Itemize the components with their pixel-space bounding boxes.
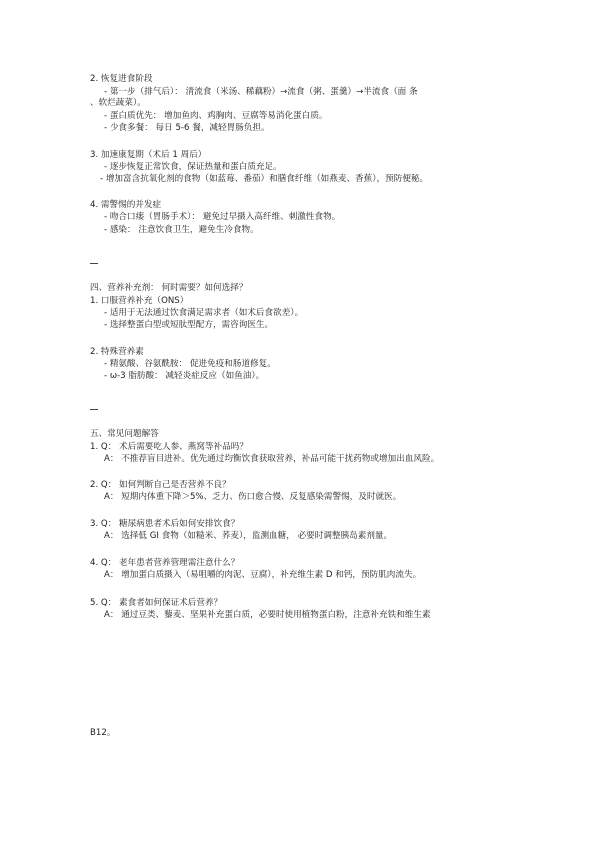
faq-question: 5. Q： 素食者如何保证术后营养？ — [90, 598, 223, 608]
section-divider — [90, 263, 98, 264]
list-item: - 少食多餐： 每日 5-6 餐，减轻胃肠负担。 — [104, 123, 270, 133]
list-item: - 感染： 注意饮食卫生，避免生冷食物。 — [104, 225, 259, 235]
section-heading: 2. 特殊营养素 — [90, 347, 144, 357]
faq-question: 1. Q： 术后需要吃人参、燕窝等补品吗？ — [90, 442, 248, 452]
list-item: - 精氨酸、谷氨酰胺： 促进免疫和肠道修复。 — [104, 359, 276, 369]
list-item: - 吻合口瘘（胃肠手术）： 避免过早摄入高纤维、刺激性食物。 — [104, 212, 341, 222]
faq-question: 4. Q： 老年患者营养管理需注意什么？ — [90, 558, 240, 568]
list-item: - 逐步恢复正常饮食，保证热量和蛋白质充足。 — [104, 162, 282, 172]
list-item: - 适用于无法通过饮食满足需求者（如术后食欲差）。 — [104, 308, 304, 318]
faq-answer-continuation: B12。 — [90, 728, 116, 738]
list-item: - 蛋白质优先： 增加鱼肉、鸡胸肉、豆腐等易消化蛋白质。 — [104, 111, 328, 121]
faq-answer: A： 增加蛋白质摄入（易咀嚼的肉泥、豆腐），补充维生素 D 和钙，预防肌肉流失。 — [104, 570, 422, 580]
section-divider — [90, 409, 98, 410]
section-heading: 3. 加速康复期（术后 1 周后） — [90, 150, 207, 160]
faq-question: 3. Q： 糖尿病患者术后如何安排饮食？ — [90, 519, 240, 529]
faq-answer: A： 通过豆类、藜麦、坚果补充蛋白质，必要时使用植物蛋白粉，注意补充铁和维生素 — [104, 610, 431, 620]
list-item-continuation: 、软烂蔬菜）。 — [90, 98, 146, 108]
list-item: - 选择整蛋白型或短肽型配方，需咨询医生。 — [104, 320, 274, 330]
list-item: - 第一步（排气后）： 清流食（米汤、稀藕粉）→流食（粥、蛋羹）→半流食（面 条 — [104, 87, 418, 97]
list-item: - 增加富含抗氧化剂的食物（如蓝莓、番茄）和膳食纤维（如燕麦、香蕉），预防便秘。 — [100, 174, 429, 184]
faq-answer: A： 短期内体重下降＞5%、乏力、伤口愈合慢、反复感染需警惕，及时就医。 — [104, 492, 402, 502]
faq-answer: A： 不推荐盲目进补。优先通过均衡饮食获取营养，补品可能干扰药物或增加出血风险。 — [104, 454, 440, 464]
chapter-heading: 四、营养补充剂： 何时需要？如何选择？ — [90, 283, 248, 293]
section-heading: 4. 需警惕的并发症 — [90, 200, 162, 210]
list-item: - ω-3 脂肪酸： 减轻炎症反应（如鱼油）。 — [104, 371, 265, 381]
section-heading: 2. 恢复进食阶段 — [90, 74, 153, 84]
faq-answer: A： 选择低 GI 食物（如糙米、荞麦），监测血糖， 必要时调整胰岛素剂量。 — [104, 531, 393, 541]
chapter-heading: 五、常见问题解答 — [90, 429, 159, 439]
section-heading: 1. 口服营养补充（ONS） — [90, 296, 189, 306]
faq-question: 2. Q： 如何判断自己是否营养不良？ — [90, 480, 231, 490]
